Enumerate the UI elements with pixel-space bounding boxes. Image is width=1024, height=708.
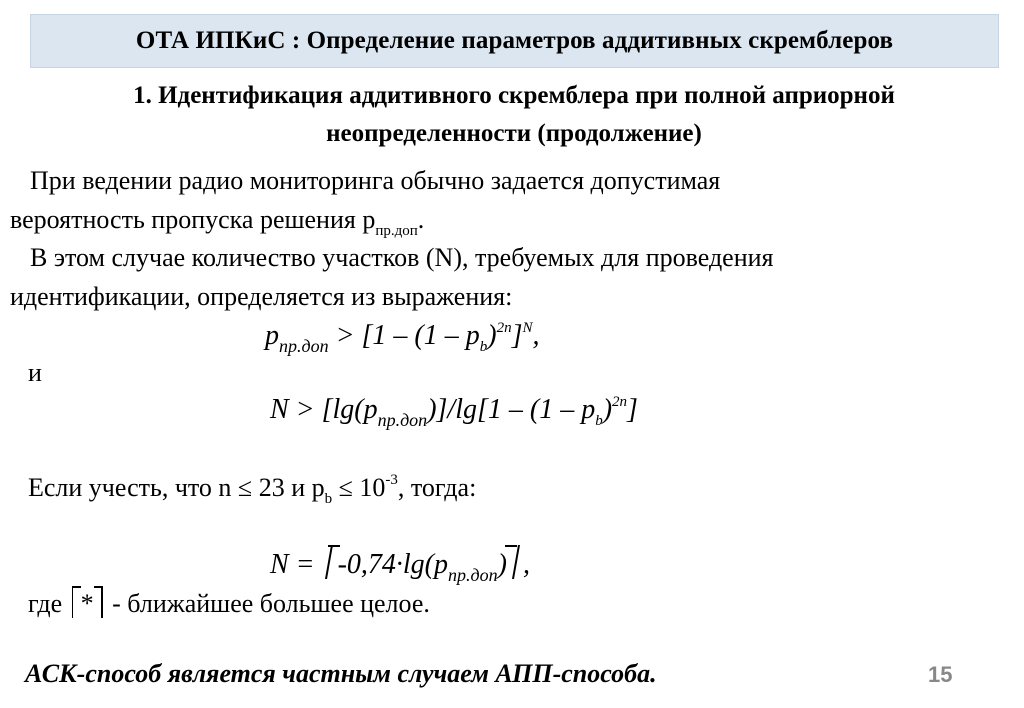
nearest-prefix: где xyxy=(28,589,69,618)
condition-text-3: , тогда: xyxy=(397,473,477,502)
ceiling-left-small-icon xyxy=(69,586,81,618)
formula-3-end: , xyxy=(522,549,530,580)
paragraph-1-text: вероятность пропуска решения p xyxy=(10,205,376,234)
formula-3-inner: -0,74·lg(p xyxy=(337,549,449,580)
ceiling-right-small-icon xyxy=(94,586,106,618)
nearest-text: - ближайшее большее целое. xyxy=(105,589,430,618)
formula-1-end: , xyxy=(532,320,540,351)
formula-2-start: N > [lg(p xyxy=(270,394,378,425)
formula-1-p-sub: пр.доп xyxy=(279,336,329,356)
formula-2 xyxy=(270,394,638,431)
nearest-integer-line xyxy=(28,586,430,619)
conclusion: АСК-способ является частным случаем АПП-способа. xyxy=(25,659,657,688)
and-word: и xyxy=(28,358,42,387)
formula-2-end: ] xyxy=(627,394,638,425)
paragraph-1-line-2 xyxy=(10,205,424,240)
condition-text-1: Если учесть, что n ≤ 23 и p xyxy=(28,473,325,502)
paragraph-1-end: . xyxy=(417,205,425,234)
formula-3-p-sub: пр.доп xyxy=(448,565,498,585)
section-heading xyxy=(14,77,1014,153)
formula-2-exp-2n: 2n xyxy=(612,394,628,410)
ceiling-right-icon xyxy=(507,545,523,579)
formula-2-pb-sub: b xyxy=(595,413,603,429)
section-heading-line-1: 1. Идентификация аддитивного скремблера при полной априорной xyxy=(133,82,895,109)
formula-1-bracket: ] xyxy=(511,320,523,351)
ceiling-left-icon xyxy=(322,545,338,579)
page-number: 15 xyxy=(928,662,953,687)
formula-1-pb-sub: b xyxy=(479,339,488,355)
paragraph-2-line-2: идентификации, определяется из выражения: xyxy=(10,282,513,311)
formula-3-close: ) xyxy=(497,549,507,580)
formula-1-exp-N: N xyxy=(522,320,533,336)
paragraph-2-line-1: В этом случае количество участков (N), требуемых для проведения xyxy=(30,243,774,272)
slide-title: ОТА ИПКиС : Определение параметров аддитивных скремблеров xyxy=(135,27,894,54)
condition-exp: -3 xyxy=(385,472,398,488)
formula-2-p-sub: пр.доп xyxy=(377,410,428,430)
condition-line xyxy=(28,472,476,508)
condition-text-2: ≤ 10 xyxy=(332,473,386,502)
nearest-star: * xyxy=(80,589,94,618)
formula-3-start: N = xyxy=(270,549,322,580)
formula-2-close: ) xyxy=(602,394,613,425)
section-heading-line-2: неопределенности (продолжение) xyxy=(326,120,702,147)
formula-1-p: p xyxy=(265,320,279,351)
formula-3 xyxy=(270,545,530,586)
paragraph-1-line-1: При ведении радио мониторинга обычно задается допустимая xyxy=(30,166,721,195)
condition-pb-sub: b xyxy=(324,491,333,507)
formula-1-rel: > [1 – (1 – p xyxy=(328,320,480,351)
formula-1-close: ) xyxy=(487,320,497,351)
p-subscript: пр.доп xyxy=(375,223,418,239)
formula-2-mid: )]/lg[1 – (1 – p xyxy=(427,394,596,425)
slide-title-bar xyxy=(30,14,999,68)
formula-1 xyxy=(265,320,539,357)
formula-1-exp-2n: 2n xyxy=(496,320,512,336)
